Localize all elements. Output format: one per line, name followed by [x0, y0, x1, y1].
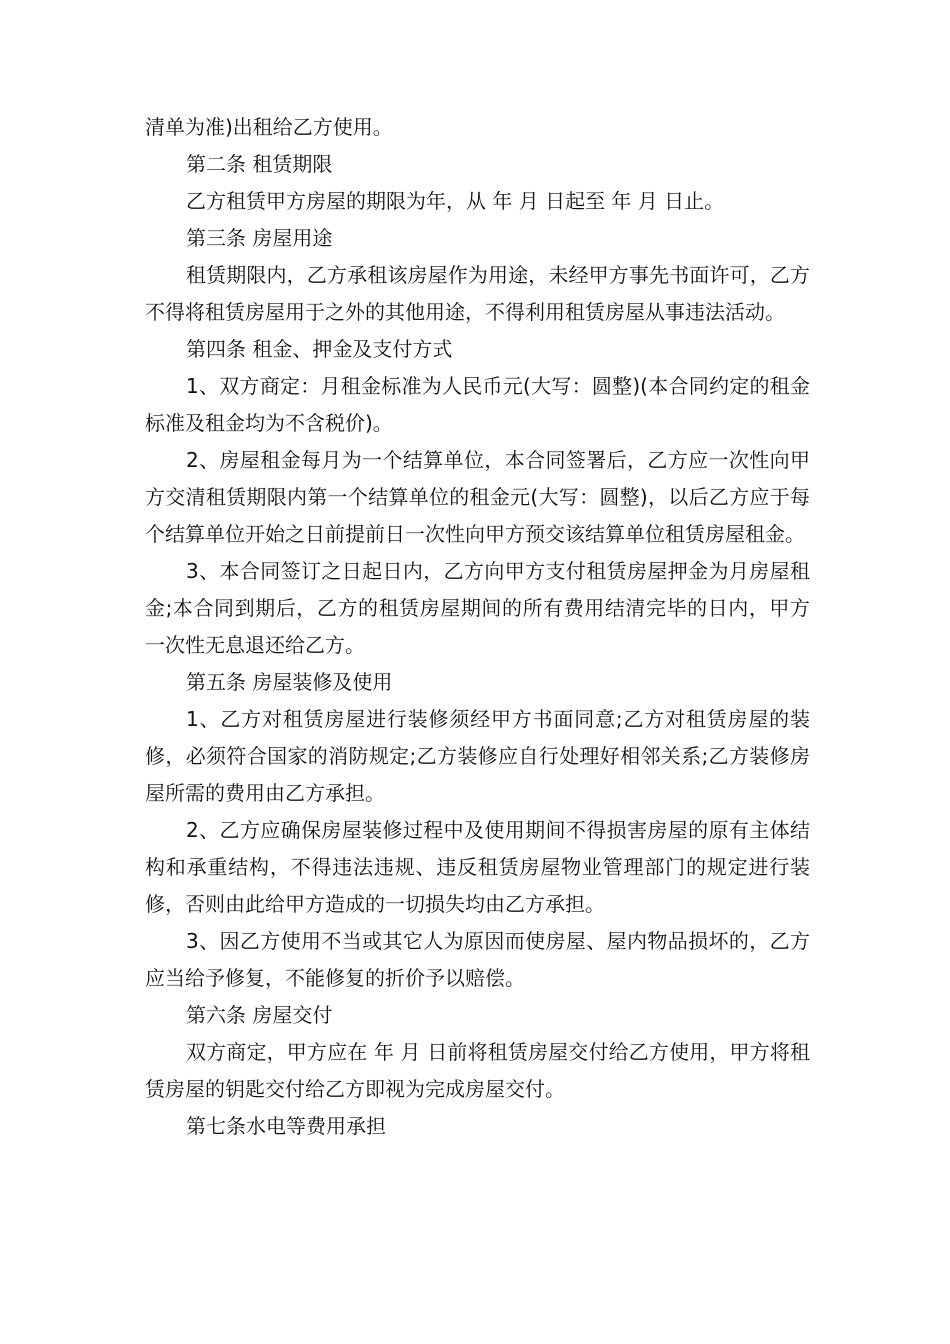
paragraph-usage: 租赁期限内，乙方承租该房屋作为用途，未经甲方事先书面许可，乙方不得将租赁房屋用于之外的其他用途，不得利用租赁房屋从事违法活动。 — [145, 263, 810, 324]
paragraph-lease-term: 乙方租赁甲方房屋的期限为年，从 年 月 日起至 年 月 日止。 — [186, 189, 725, 213]
paragraph-delivery: 双方商定，甲方应在 年 月 日前将租赁房屋交付给乙方使用，甲方将租赁房屋的钥匙交付给乙方即视为完成房屋交付。 — [145, 1040, 810, 1101]
paragraph-rent-2: 2、房屋租金每月为一个结算单位，本合同签署后，乙方应一次性向甲方交清租赁期限内第一个结算单位的租金元(大写：圆整)，以后乙方应于每个结算单位开始之日前提前日一次性向甲方预交该结算单位租赁房屋租金。 — [145, 448, 810, 546]
section-heading-article-5: 第五条 房屋装修及使用 — [186, 670, 393, 694]
paragraph-renovation-2: 2、乙方应确保房屋装修过程中及使用期间不得损害房屋的原有主体结构和承重结构，不得违法违规、违反租赁房屋物业管理部门的规定进行装修，否则由此给甲方造成的一切损失均由乙方承担。 — [145, 818, 810, 916]
section-heading-article-4: 第四条 租金、押金及支付方式 — [186, 337, 453, 361]
section-heading-article-7: 第七条水电等费用承担 — [186, 1114, 386, 1138]
paragraph-renovation-1: 1、乙方对租赁房屋进行装修须经甲方书面同意;乙方对租赁房屋的装修，必须符合国家的消防规定;乙方装修应自行处理好相邻关系;乙方装修房屋所需的费用由乙方承担。 — [145, 707, 810, 805]
paragraph-renovation-3: 3、因乙方使用不当或其它人为原因而使房屋、屋内物品损坏的，乙方应当给予修复，不能修复的折价予以赔偿。 — [145, 929, 810, 990]
document-body — [145, 109, 810, 1145]
paragraph-rent-1: 1、双方商定：月租金标准为人民币元(大写：圆整)(本合同约定的租金标准及租金均为不含税价)。 — [145, 374, 810, 435]
section-heading-article-2: 第二条 租赁期限 — [186, 152, 333, 176]
paragraph-rent-3: 3、本合同签订之日起日内，乙方向甲方支付租赁房屋押金为月房屋租金;本合同到期后，乙方的租赁房屋期间的所有费用结清完毕的日内，甲方一次性无息退还给乙方。 — [145, 559, 810, 657]
section-heading-article-6: 第六条 房屋交付 — [186, 1003, 333, 1027]
section-heading-article-3: 第三条 房屋用途 — [186, 226, 333, 250]
paragraph-continuation: 清单为准)出租给乙方使用。 — [145, 115, 393, 139]
